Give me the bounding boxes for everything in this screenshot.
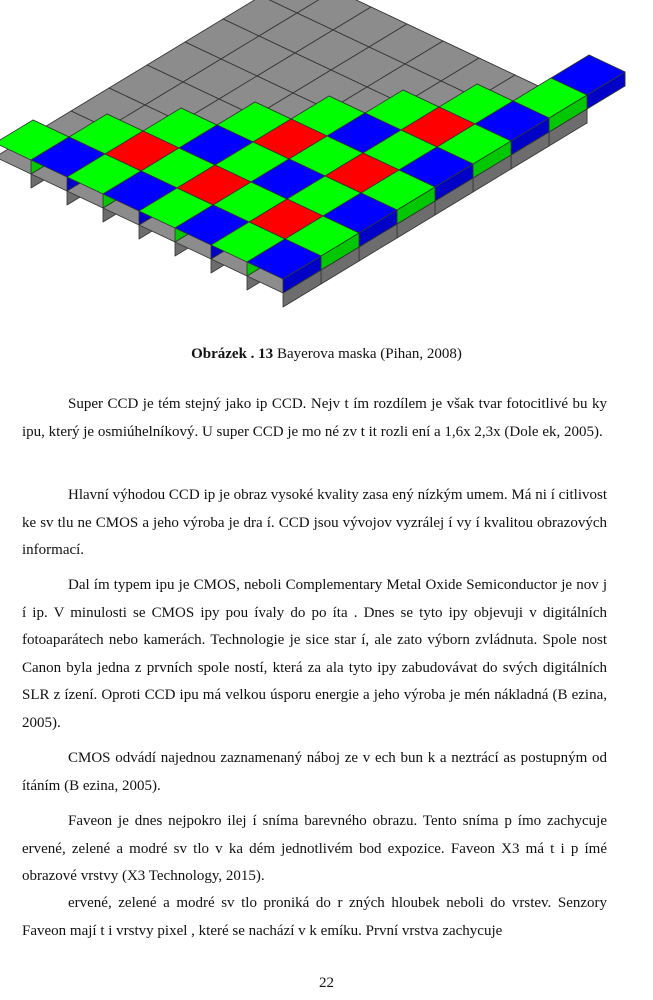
paragraph-foveon-layers: ervené, zelené a modré sv tlo proniká do r zných hloubek neboli do vrstev. Senzory Faveon mají t i vrstvy pixel , které se nachází v k emíku. První vrstva zachycuje: [22, 895, 607, 939]
paragraph-cmos-charge: CMOS odvádí najednou zaznamenaný náboj ze v ech bun k a neztrácí as postupným od ítáním (B ezina, 2005).: [22, 750, 607, 794]
paragraph-ccd-advantages: Hlavní výhodou CCD ip je obraz vysoké kvality zasa ený nízkým umem. Má ni í citlivost ke sv tlu ne CMOS a jeho výroba je dra í. CCD jsou vývojov vyzrálej í vy í kvalitou obrazových informací.: [22, 487, 607, 558]
bayer-mask-figure: [0, 0, 653, 335]
page-number: 22: [319, 975, 334, 991]
paragraph-cmos: Dal ím typem ipu je CMOS, neboli Complementary Metal Oxide Semiconductor je nov j í ip. V minulosti se CMOS ipy pou ívaly do po íta . Dnes se tyto ipy objevuji v digitálních fotoaparátech nebo kamerách. Technologie je sice star í, ale zato výborn zvládnuta. Spole nost Canon byla jedna z prvních spole ností, která za ala tyto ipy zabudovávat do svých digitálních SLR z ízení. Oproti CCD ipu má velkou úsporu energie a jeho výroba je mén nákladná (B ezina, 2005).: [22, 577, 607, 731]
figure-caption-text: Bayerova maska (Pihan, 2008): [273, 346, 462, 362]
figure-caption-label: Obrázek . 13: [191, 346, 274, 362]
paragraph-super-ccd: Super CCD je tém stejný jako ip CCD. Nejv t ím rozdílem je však tvar fotocitlivé bu ky ipu, který je osmiúhelníkový. U super CCD je mo né zv t it rozli ení a 1,6x 2,3x (Dole ek, 2005).: [22, 396, 607, 440]
figure-caption: [0, 346, 653, 363]
paragraph-foveon: Faveon je dnes nejpokro ilej í sníma barevného obrazu. Tento sníma p ímo zachycuje ervené, zelené a modré sv tlo v ka dém jednotlivém bod expozice. Faveon X3 má t i p ímé obrazové vrstvy (X3 Technology, 2015).: [22, 813, 607, 884]
